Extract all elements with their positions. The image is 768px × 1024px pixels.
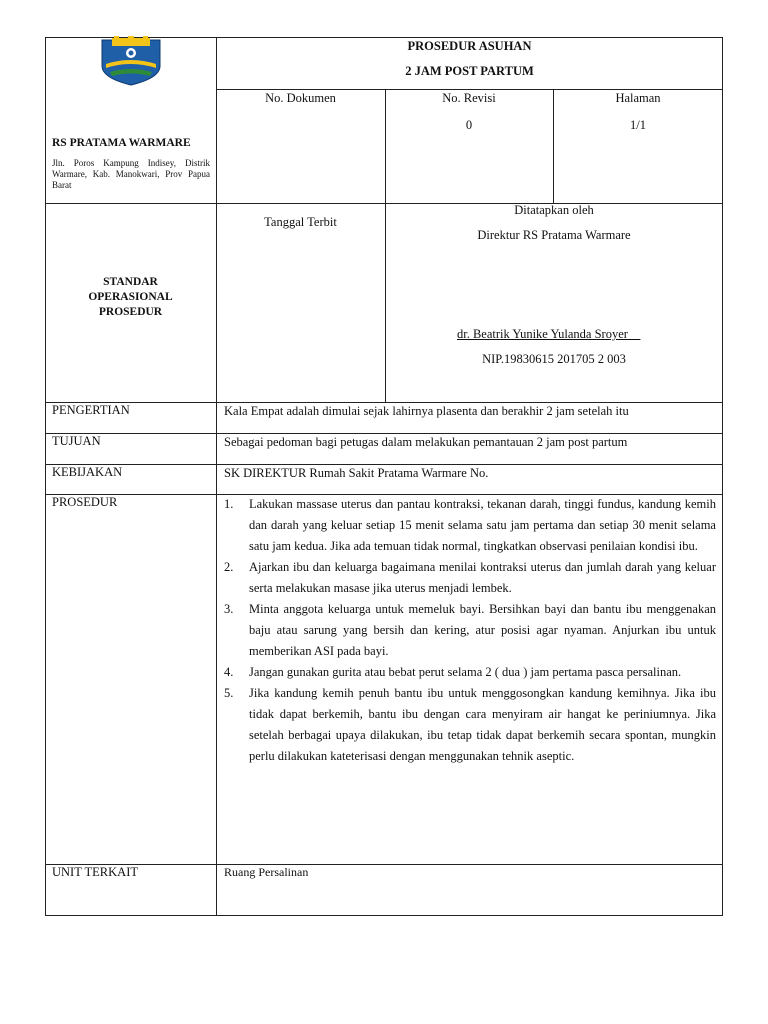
tujuan-text: Sebagai pedoman bagi petugas dalam melakukan pemantauan 2 jam post partum: [224, 435, 628, 449]
list-item: 2. Ajarkan ibu dan keluarga bagaimana menilai kontraksi uterus dan jumlah darah yang keluar serta melakukan masase jika uterus menjadi lembek.: [224, 560, 716, 595]
pengertian-text: Kala Empat adalah dimulai sejak lahirnya plasenta dan berakhir 2 jam setelah itu: [224, 404, 629, 418]
revision-value: 0: [465, 118, 473, 132]
list-item: 5. Jika kandung kemih penuh bantu ibu untuk menggosongkan kandung kemihnya. Jika ibu tidak dapat berkemih, bantu ibu dengan cara menyiram air hangat ke periniumnya. Jika setelah berbagai upaya dilakukan, ibu tetap tidak dapat berkemih secara spontan, mungkin perlu dilakukan kateterisasi dengan menggunakan tehnik aseptic.: [224, 686, 716, 763]
page-col-divider: [553, 89, 554, 203]
sop-label-line1: STANDAR: [103, 276, 158, 288]
hospital-logo-icon: [100, 36, 162, 86]
kebijakan-label: KEBIJAKAN: [52, 465, 123, 479]
row-divider: [45, 864, 723, 865]
pengertian-label: PENGERTIAN: [52, 403, 130, 417]
procedure-steps: [224, 494, 716, 767]
page-value: 1/1: [630, 118, 646, 132]
approver-title: Direktur RS Pratama Warmare: [477, 228, 631, 242]
revision-label: No. Revisi: [442, 91, 496, 105]
list-item: 1. Lakukan massase uterus dan pantau kontraksi, tekanan darah, tinggi fundus, kandung kemih dan darah yang keluar setiap 15 menit selama satu jam pertama dan setiap 30 menit selama satu jam kedua. Jika ada temuan tidak normal, tingkatkan observasi penilaian kondisi ibu.: [224, 497, 716, 553]
approver-name: dr. Beatrik Yunike Yulanda Sroyer: [457, 327, 628, 341]
kebijakan-text: SK DIREKTUR Rumah Sakit Pratama Warmare No.: [224, 466, 489, 480]
sop-label-line2: OPERASIONAL: [88, 291, 173, 303]
approver-nip: NIP.19830615 201705 2 003: [482, 352, 626, 366]
unit-text: Ruang Persalinan: [224, 865, 309, 879]
document-title-line2: 2 JAM POST PARTUM: [405, 64, 534, 78]
left-column-divider: [216, 37, 217, 916]
tujuan-label: TUJUAN: [52, 434, 101, 448]
document-title-line1: PROSEDUR ASUHAN: [407, 39, 532, 53]
sop-label-line3: PROSEDUR: [98, 306, 163, 318]
hospital-address: Jln. Poros Kampung Indisey, Distrik Warmare, Kab. Manokwari, Prov Papua Barat: [52, 158, 210, 190]
page-label: Halaman: [615, 91, 661, 105]
unit-label: UNIT TERKAIT: [52, 865, 138, 879]
issue-date-label: Tanggal Terbit: [264, 215, 337, 229]
doc-number-label: No. Dokumen: [265, 91, 336, 105]
approved-by-label: Ditatapkan oleh: [514, 203, 594, 217]
prosedur-label: PROSEDUR: [52, 495, 118, 509]
hospital-name: RS PRATAMA WARMARE: [52, 137, 191, 149]
list-item: 3. Minta anggota keluarga untuk memeluk bayi. Bersihkan bayi dan bantu ibu menggenakan baju atau sarung yang bersih dan kering, atur posisi agar nyaman. Anjurkan ibu untuk memberikan ASI pada bayi.: [224, 602, 716, 658]
list-item: 4. Jangan gunakan gurita atau bebat perut selama 2 ( dua ) jam pertama pasca persalinan.: [224, 665, 682, 679]
